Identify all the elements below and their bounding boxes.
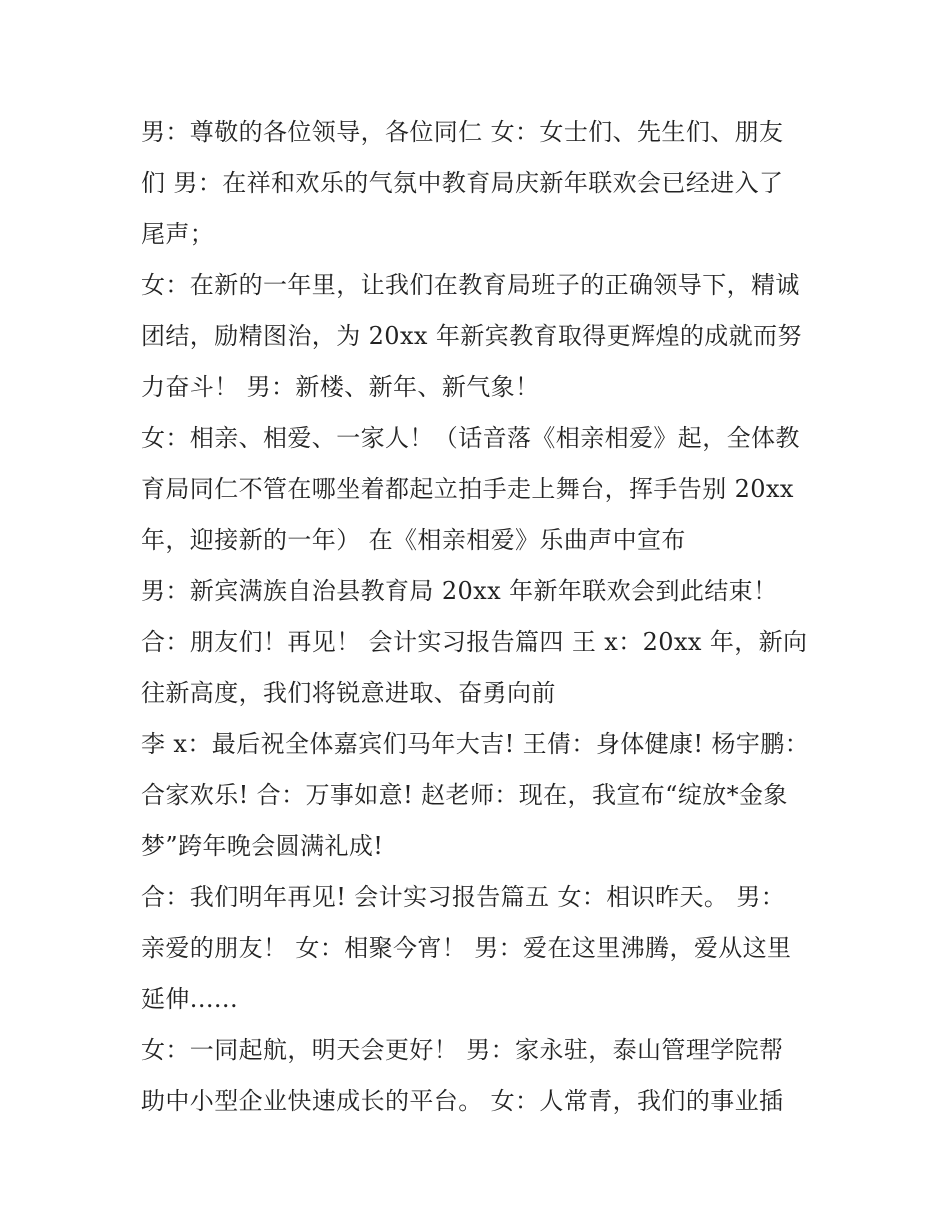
text-line-3: 尾声； <box>141 220 215 248</box>
text-line-6: 力奋斗！ 男：新楼、新年、新气象！ <box>141 373 540 401</box>
text-line-18: 延伸...... <box>141 985 238 1013</box>
text-line-1: 男：尊敬的各位领导，各位同仁 女：女士们、先生们、朋友 <box>141 118 784 146</box>
text-line-11: 合：朋友们！再见！ 会计实习报告篇四 王 x：20xx 年，新向 <box>141 628 808 656</box>
text-line-2: 们 男：在祥和欢乐的气氛中教育局庆新年联欢会已经进入了 <box>141 169 784 197</box>
text-line-16: 合：我们明年再见! 会计实习报告篇五 女：相识昨天。 男： <box>141 883 786 911</box>
text-line-17: 亲爱的朋友！ 女：相聚今宵！ 男：爱在这里沸腾，爱从这里 <box>141 934 792 962</box>
text-line-14: 合家欢乐! 合：万事如意! 赵老师：现在，我宣布“绽放*金象 <box>141 781 788 809</box>
text-line-10: 男：新宾满族自治县教育局 20xx 年新年联欢会到此结束！ <box>141 577 778 605</box>
text-line-9: 年，迎接新的一年） 在《相亲相爱》乐曲声中宣布 <box>141 526 686 554</box>
text-line-13: 李 x：最后祝全体嘉宾们马年大吉! 王倩：身体健康! 杨宇鹏： <box>141 730 810 758</box>
text-line-12: 往新高度，我们将锐意进取、奋勇向前 <box>141 679 556 707</box>
text-line-20: 助中小型企业快速成长的平台。 女：人常青，我们的事业插 <box>141 1087 784 1115</box>
document-body <box>141 107 821 1127</box>
text-line-8: 育局同仁不管在哪坐着都起立拍手走上舞台，挥手告别 20xx <box>141 475 794 503</box>
text-line-15: 梦”跨年晚会圆满礼成! <box>141 832 384 860</box>
text-line-4: 女：在新的一年里，让我们在教育局班子的正确领导下，精诚 <box>141 271 800 299</box>
text-line-7: 女：相亲、相爱、一家人！（话音落《相亲相爱》起，全体教 <box>141 424 800 452</box>
text-line-5: 团结，励精图治，为 20xx 年新宾教育取得更辉煌的成就而努 <box>141 322 802 350</box>
text-line-19: 女：一同起航，明天会更好！ 男：家永驻，泰山管理学院帮 <box>141 1036 784 1064</box>
